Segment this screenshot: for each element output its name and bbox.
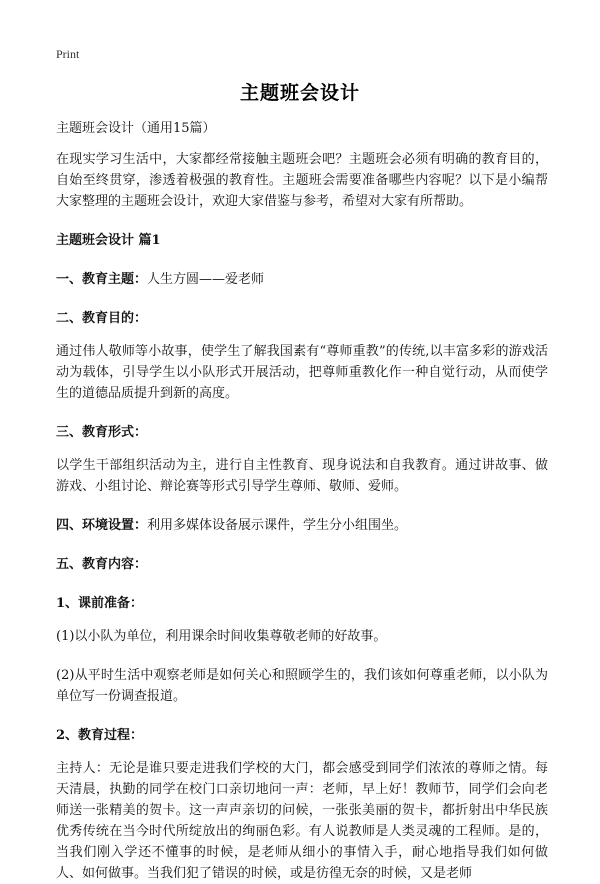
- environment-heading: [56, 515, 548, 536]
- section-heading: 主题班会设计 篇1: [56, 233, 161, 248]
- prep-item-2: (2)从平时生活中观察老师是如何关心和照顾学生的，我们该如何尊重老师，以小队为单位写一份调查报道。: [56, 668, 548, 704]
- prep-item-1: (1)以小队为单位，利用课余时间收集尊敬老师的好故事。: [56, 629, 387, 644]
- goal-heading: 二、教育目的：: [56, 311, 148, 326]
- content-heading: 五、教育内容：: [56, 557, 148, 572]
- form-heading: 三、教育形式：: [56, 425, 148, 440]
- process-heading: 2、教育过程：: [56, 728, 144, 743]
- theme-label: 一、教育主题：: [56, 272, 148, 287]
- page-title: 主题班会设计: [239, 82, 360, 104]
- goal-paragraph: 通过伟人敬师等小故事，使学生了解我国素有“尊师重教”的传统,以丰富多彩的游戏活动为载体，引导学生以小队形式开展活动，把尊师重教化作一种自觉行动，从而使学生的道德品质提升到新的高度。: [56, 344, 548, 401]
- prep-heading: 1、课前准备：: [56, 596, 144, 611]
- environment-label: 四、环境设置：: [56, 518, 148, 533]
- environment-value: 利用多媒体设备展示课件，学生分小组围坐。: [147, 518, 408, 533]
- subtitle: 主题班会设计（通用15篇）: [56, 121, 216, 136]
- intro-paragraph: 在现实学习生活中，大家都经常接触主题班会吧？主题班会必须有明确的教育目的，自始至终贯穿，渗透着极强的教育性。主题班会需要准备哪些内容呢？以下是小编帮大家整理的主题班会设计，欢迎大家借鉴与参考，希望对大家有所帮助。: [56, 152, 548, 209]
- form-paragraph: 以学生干部组织活动为主，进行自主性教育、现身说法和自我教育。通过讲故事、做游戏、小组讨论、辩论赛等形式引导学生尊师、敬师、爱师。: [56, 458, 548, 494]
- process-paragraph: 主持人：无论是谁只要走进我们学校的大门，都会感受到同学们浓浓的尊师之情。每天清晨，执勤的同学在校门口亲切地问一声：老师，早上好！教师节，同学们会向老师送一张精美的贺卡。这一声声亲切的问候，一张张美丽的贺卡，都折射出中华民族优秀传统在当今时代所绽放出的绚丽色彩。有人说教师是人类灵魂的工程师。是的，当我们刚入学还不懂事的时候，是老师从细小的事情入手，耐心地指导我们如何做人、如何做事。当我们犯了错误的时候，或是彷徨无奈的时候，又是老师: [56, 761, 548, 881]
- theme-value: 人生方圆——爱老师: [147, 272, 265, 287]
- document-body: [56, 118, 548, 884]
- print-link[interactable]: Print: [56, 47, 80, 61]
- theme-heading: [56, 269, 548, 290]
